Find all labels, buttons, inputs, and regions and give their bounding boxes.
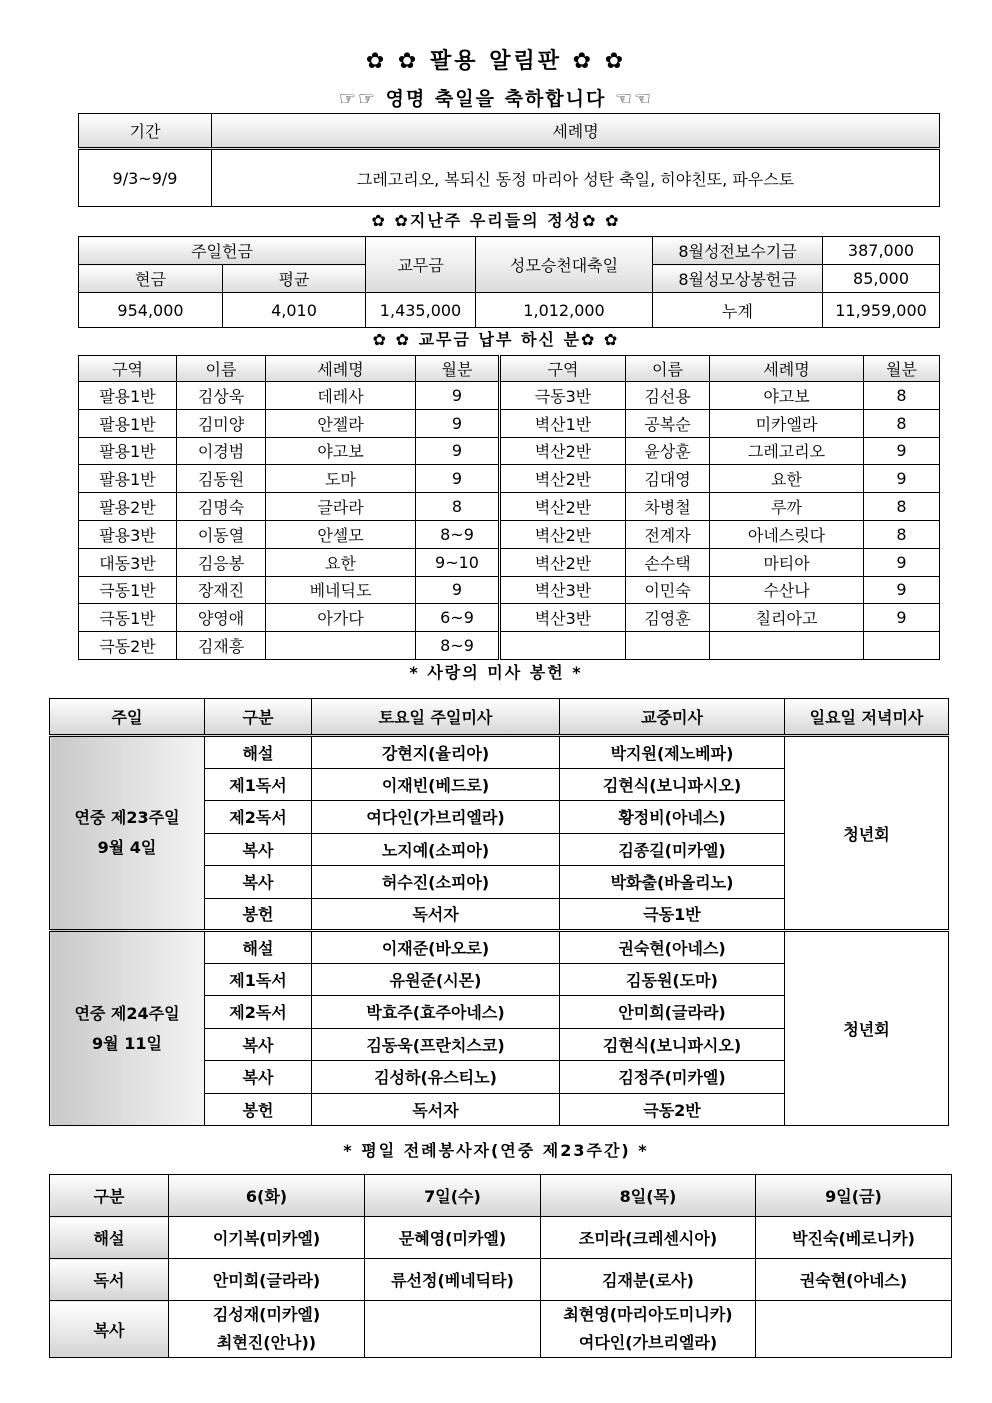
dues-cell: 9 [864,604,940,632]
feast-names: 그레고리오, 복되신 동정 마리아 성탄 축일, 히야친또, 파우스토 [212,149,940,207]
mass-saturday: 독서자 [312,1093,560,1126]
weekday-server-tue-1: 김성재(미카엘) [212,1305,321,1324]
dues-cell: 팔용1반 [79,409,177,437]
weekday-role: 해설 [50,1217,169,1259]
dues-cell: 9 [864,548,940,576]
mass-sunday-name: 연중 제24주일 [74,1003,180,1023]
dues-cell: 이경범 [177,437,266,465]
dues-row [79,465,940,493]
dues-cell: 베네딕도 [266,576,416,604]
offering-section-title: ✿ ✿지난주 우리들의 정성✿ ✿ [371,211,621,230]
dues-row [79,382,940,410]
mass-role: 제1독서 [205,768,312,801]
mass-role: 해설 [205,931,312,964]
cash-value: 954,000 [79,293,223,328]
dues-cell: 양영애 [177,604,266,632]
mass-saturday: 노지예(소피아) [312,833,560,866]
dues-cell: 9 [416,576,500,604]
dues-cell: 8~9 [416,520,500,548]
weekday-row [50,1217,952,1259]
weekday-cell: 류선정(베네딕타) [365,1259,541,1301]
dues-cell: 김대영 [626,465,710,493]
total-label: 누계 [653,293,823,328]
dues-cell [500,632,626,660]
mass-saturday: 이재준(바오로) [312,931,560,964]
dues-cell: 벽산3반 [500,604,626,632]
dues-cell: 김미양 [177,409,266,437]
mass-sunday-date: 9월 4일 [97,838,157,857]
dues-row [79,604,940,632]
mass-header-sunday: 주일 [50,699,205,736]
dues-cell: 8 [864,382,940,410]
dues-cell [864,632,940,660]
dues-row [79,632,940,660]
mass-role: 제1독서 [205,963,312,996]
dues-cell: 극동3반 [500,382,626,410]
dues-cell [626,632,710,660]
weekday-cell: 안미희(글라라) [169,1259,365,1301]
dues-cell: 김영훈 [626,604,710,632]
mass-role: 복사 [205,1028,312,1061]
mary-offering-label: 8월성모상봉헌금 [653,265,823,293]
feast-header-period: 기간 [79,114,212,149]
dues-cell: 벽산1반 [500,409,626,437]
dues-cell: 팔용1반 [79,382,177,410]
dues-cell: 8 [416,493,500,521]
mass-main: 박화출(바올리노) [560,866,785,899]
dues-cell: 8 [864,409,940,437]
dues-cell: 벽산2반 [500,465,626,493]
weekday-server-thu-1: 최현영(마리아도미니카) [563,1305,733,1324]
mass-main: 김현식(보니파시오) [560,1028,785,1061]
mass-sunday-cell [50,931,205,1126]
feast-table [78,113,940,207]
repair-fund-value: 387,000 [823,237,940,265]
mass-section-title: * 사랑의 미사 봉헌 * [409,663,583,682]
weekday-server-thu [541,1301,756,1358]
dues-cell: 안셀모 [266,520,416,548]
mass-role: 제2독서 [205,801,312,834]
dues-cell: 손수택 [626,548,710,576]
weekday-cell: 권숙현(아네스) [756,1259,952,1301]
dues-cell: 8 [864,520,940,548]
dues-cell: 야고보 [710,382,864,410]
dues-table [78,355,940,660]
dues-cell: 아가다 [266,604,416,632]
mass-saturday: 강현지(율리아) [312,736,560,769]
average-value: 4,010 [223,293,366,328]
diocese-label: 교무금 [366,237,476,293]
weekday-rows [50,1217,952,1301]
mass-role: 복사 [205,866,312,899]
mass-main: 황정비(아네스) [560,801,785,834]
weekday-header-tue: 6(화) [169,1175,365,1217]
weekday-cell: 조미라(크레센시아) [541,1217,756,1259]
dues-cell: 칠리아고 [710,604,864,632]
dues-cell: 이동열 [177,520,266,548]
mass-main: 안미희(글라라) [560,996,785,1029]
weekday-server-wed [365,1301,541,1358]
dues-cell: 데레사 [266,382,416,410]
dues-row [79,548,940,576]
dues-cell: 8~9 [416,632,500,660]
dues-header-month: 월분 [864,356,940,382]
dues-cell: 미카엘라 [710,409,864,437]
dues-cell: 벽산2반 [500,437,626,465]
dues-cell: 아네스릿다 [710,520,864,548]
dues-cell: 극동1반 [79,604,177,632]
weekday-table [49,1174,952,1358]
dues-cell: 김상욱 [177,382,266,410]
mass-saturday: 김성하(유스티노) [312,1061,560,1094]
mass-main: 김정주(미카엘) [560,1061,785,1094]
mass-saturday: 박효주(효주아네스) [312,996,560,1029]
dues-cell: 차병철 [626,493,710,521]
dues-cell: 대동3반 [79,548,177,576]
weekday-server-fri [756,1301,952,1358]
mass-rows [50,736,949,1126]
mass-saturday: 독서자 [312,898,560,931]
dues-cell: 9 [864,437,940,465]
repair-fund-label: 8월성전보수기금 [653,237,823,265]
dues-cell: 김명숙 [177,493,266,521]
cash-label: 현금 [79,265,223,293]
mass-header-role: 구분 [205,699,312,736]
dues-cell: 글라라 [266,493,416,521]
dues-cell: 안젤라 [266,409,416,437]
mass-saturday: 김동욱(프란치스코) [312,1028,560,1061]
dues-cell: 윤상훈 [626,437,710,465]
mass-main: 박지원(제노베파) [560,736,785,769]
mass-main: 극동2반 [560,1093,785,1126]
dues-cell: 마티아 [710,548,864,576]
dues-cell: 팔용1반 [79,465,177,493]
dues-cell: 9 [416,465,500,493]
page-subtitle: ☞☞ 영명 축일을 축하합니다 ☜☜ [338,88,654,110]
dues-cell: 벽산3반 [500,576,626,604]
dues-cell [266,632,416,660]
dues-cell: 김선용 [626,382,710,410]
assumption-value: 1,012,000 [476,293,653,328]
mass-evening: 청년회 [785,931,949,1126]
weekday-section-title: * 평일 전례봉사자(연중 제23주간) * [343,1141,649,1160]
dues-cell: 8 [864,493,940,521]
dues-cell: 루까 [710,493,864,521]
mary-offering-value: 85,000 [823,265,940,293]
mass-header-saturday: 토요일 주일미사 [312,699,560,736]
mass-row [50,736,949,769]
weekday-cell: 박진숙(베로니카) [756,1217,952,1259]
dues-cell: 벽산2반 [500,548,626,576]
feast-period: 9/3~9/9 [79,149,212,207]
dues-header-name: 이름 [626,356,710,382]
weekday-role: 독서 [50,1259,169,1301]
dues-cell: 김응봉 [177,548,266,576]
dues-cell: 수산나 [710,576,864,604]
weekday-header-role: 구분 [50,1175,169,1217]
offering-table [78,236,940,328]
assumption-label: 성모승천대축일 [476,237,653,293]
dues-rows [79,382,940,660]
mass-table [49,698,949,1126]
mass-role: 해설 [205,736,312,769]
sunday-offering-label: 주일헌금 [79,237,366,265]
weekday-row [50,1259,952,1301]
dues-row [79,437,940,465]
dues-header-month: 월분 [416,356,500,382]
mass-main: 김현식(보니파시오) [560,768,785,801]
total-value: 11,959,000 [823,293,940,328]
dues-row [79,493,940,521]
mass-role: 제2독서 [205,996,312,1029]
mass-sunday-name: 연중 제23주일 [74,808,180,827]
weekday-cell: 문혜영(미카엘) [365,1217,541,1259]
weekday-server-thu-2: 여다인(가브리엘라) [578,1333,718,1352]
mass-evening: 청년회 [785,736,949,931]
average-label: 평균 [223,265,366,293]
weekday-cell: 이기복(미카엘) [169,1217,365,1259]
dues-cell: 공복순 [626,409,710,437]
weekday-header-wed: 7일(수) [365,1175,541,1217]
mass-header-evening: 일요일 저녁미사 [785,699,949,736]
dues-header-baptismal: 세례명 [710,356,864,382]
mass-saturday: 이재빈(베드로) [312,768,560,801]
mass-role: 봉헌 [205,898,312,931]
mass-saturday: 여다인(가브리엘라) [312,801,560,834]
dues-cell: 도마 [266,465,416,493]
dues-header-baptismal: 세례명 [266,356,416,382]
mass-role: 복사 [205,1061,312,1094]
dues-cell: 전계자 [626,520,710,548]
dues-cell: 그레고리오 [710,437,864,465]
dues-row [79,409,940,437]
dues-cell: 장재진 [177,576,266,604]
mass-main: 김종길(미카엘) [560,833,785,866]
weekday-header-fri: 9일(금) [756,1175,952,1217]
weekday-cell: 김재분(로사) [541,1259,756,1301]
dues-header-area: 구역 [79,356,177,382]
dues-cell: 요한 [266,548,416,576]
dues-section-title: ✿ ✿ 교무금 납부 하신 분✿ ✿ [372,330,620,349]
mass-main: 권숙현(아네스) [560,931,785,964]
dues-cell: 벽산2반 [500,520,626,548]
page-title: ✿ ✿ 팔용 알림판 ✿ ✿ [365,49,627,74]
mass-saturday: 허수진(소피아) [312,866,560,899]
dues-cell: 김동원 [177,465,266,493]
mass-main: 김동원(도마) [560,963,785,996]
mass-main: 극동1반 [560,898,785,931]
dues-cell: 이민숙 [626,576,710,604]
mass-saturday: 유원준(시몬) [312,963,560,996]
weekday-server-tue [169,1301,365,1358]
dues-cell: 9 [864,465,940,493]
dues-cell: 팔용1반 [79,437,177,465]
weekday-server-label: 복사 [50,1301,169,1358]
mass-role: 복사 [205,833,312,866]
dues-cell: 김재흥 [177,632,266,660]
dues-cell: 극동1반 [79,576,177,604]
dues-row [79,520,940,548]
mass-role: 봉헌 [205,1093,312,1126]
mass-header-main: 교중미사 [560,699,785,736]
dues-cell: 9 [416,382,500,410]
dues-cell: 극동2반 [79,632,177,660]
dues-row [79,576,940,604]
dues-cell: 팔용2반 [79,493,177,521]
diocese-value: 1,435,000 [366,293,476,328]
dues-cell: 벽산2반 [500,493,626,521]
feast-header-names: 세례명 [212,114,940,149]
weekday-header-thu: 8일(목) [541,1175,756,1217]
dues-cell: 팔용3반 [79,520,177,548]
dues-cell [710,632,864,660]
dues-cell: 9 [416,409,500,437]
dues-cell: 9 [416,437,500,465]
dues-cell: 9~10 [416,548,500,576]
mass-row [50,931,949,964]
dues-header-name: 이름 [177,356,266,382]
dues-cell: 요한 [710,465,864,493]
mass-sunday-cell [50,736,205,931]
dues-cell: 야고보 [266,437,416,465]
weekday-server-tue-2: 최현진(안나)) [216,1333,317,1352]
dues-cell: 9 [864,576,940,604]
dues-header-area: 구역 [500,356,626,382]
mass-sunday-date: 9월 11일 [92,1033,162,1053]
dues-cell: 6~9 [416,604,500,632]
